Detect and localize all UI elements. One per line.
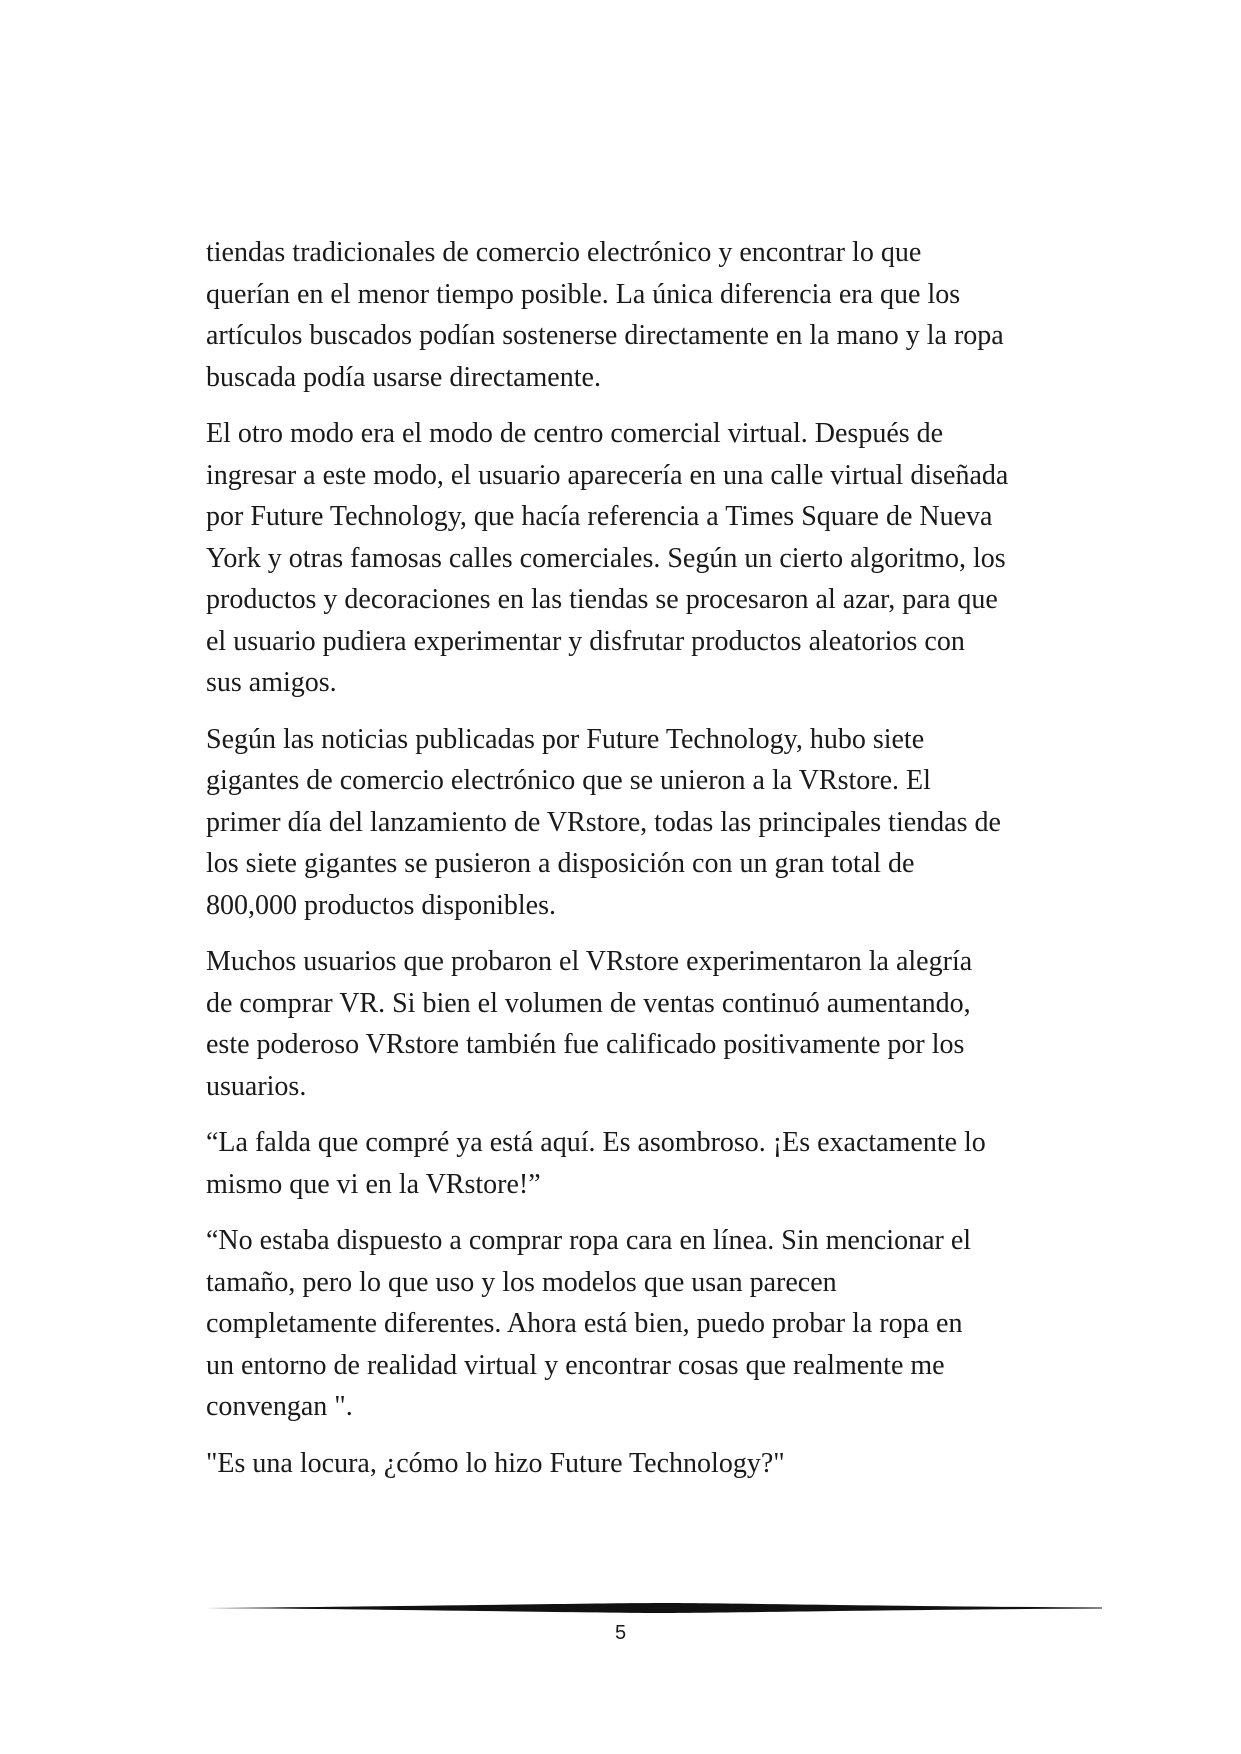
paragraph: “La falda que compré ya está aquí. Es asombroso. ¡Es exactamente lo mismo que vi en la VRstore!” [206, 1127, 986, 1200]
footer-divider [206, 1600, 1102, 1616]
paragraph: El otro modo era el modo de centro comercial virtual. Después de ingresar a este modo, el usuario aparecería en una calle virtual diseñada por Future Technology, que hacía referencia a Times Square de Nueva York y otras famosas calles comerciales. Según un cierto algoritmo, los productos y decoraciones en las tiendas se procesaron al azar, para que el usuario pudiera experimentar y disfrutar productos aleatorios con sus amigos. [206, 418, 1009, 698]
paragraph: Según las noticias publicadas por Future Technology, hubo siete gigantes de comercio electrónico que se unieron a la VRstore. El primer día del lanzamiento de VRstore, todas las principales tiendas de los siete gigantes se pusieron a disposición con un gran total de 800,000 productos disponibles. [206, 723, 1001, 921]
page-number: 5 [614, 1622, 627, 1644]
paragraph: “No estaba dispuesto a comprar ropa cara en línea. Sin mencionar el tamaño, pero lo que uso y los modelos que usan parecen completamente diferentes. Ahora está bien, puedo probar la ropa en un entorno de realidad virtual y encontrar cosas que realmente me convengan ". [206, 1225, 972, 1422]
paragraph: Muchos usuarios que probaron el VRstore experimentaron la alegría de comprar VR. Si bien el volumen de ventas continuó aumentando, este poderoso VRstore también fue calificado positivamente por los usuarios. [206, 946, 973, 1102]
paragraph: tiendas tradicionales de comercio electrónico y encontrar lo que querían en el menor tiempo posible. La única diferencia era que los artículos buscados podían sostenerse directamente en la mano y la ropa buscada podía usarse directamente. [206, 237, 1004, 393]
body-text [206, 232, 1066, 1499]
paragraph: "Es una locura, ¿cómo lo hizo Future Technology?" [206, 1447, 785, 1479]
